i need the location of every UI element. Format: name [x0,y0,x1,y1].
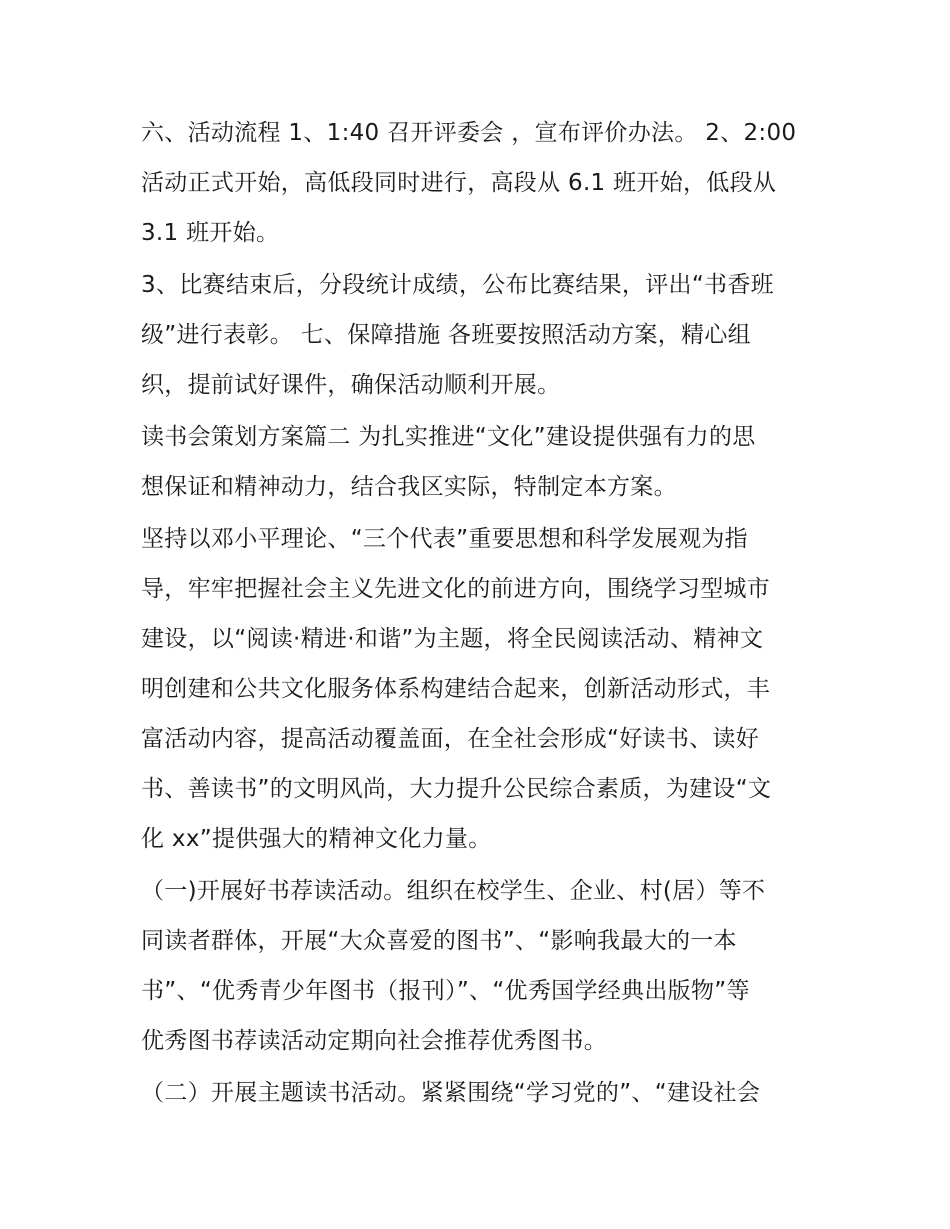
paragraph-results [141,260,821,410]
text-line: 建设，以“阅读·精进·和谐”为主题，将全民阅读活动、精神文 [141,626,764,652]
text-line: 活动正式开始，高低段同时进行，高段从 6.1 班开始，低段从 [141,170,777,196]
text-line: 想保证和精神动力，结合我区实际，特制定本方案。 [141,474,677,500]
paragraph-theme-reading [141,1068,821,1118]
paragraph-guiding-principle [141,514,821,864]
text-line: 化 xx”提供强大的精神文化力量。 [141,826,492,852]
text-line: （二）开展主题读书活动。紧紧围绕“学习党的”、“建设社会 [141,1080,761,1106]
paragraph-book-recommendation [141,866,821,1066]
text-line: 富活动内容，提高活动覆盖面，在全社会形成“好读书、读好 [141,726,760,752]
text-line: 六、活动流程 1、1:40 召开评委会 ，宣布评价办法。 2、2:00 [141,120,797,146]
text-line: 导，牢牢把握社会主义先进文化的前进方向，围绕学习型城市 [141,576,771,602]
text-line: 3、比赛结束后，分段统计成绩，公布比赛结果，评出“书香班 [141,272,774,298]
text-line: 坚持以邓小平理论、“三个代表”重要思想和科学发展观为指 [141,526,748,552]
text-line: 书、善读书”的文明风尚，大力提升公民综合素质，为建设“文 [141,776,772,802]
text-line: 读书会策划方案篇二 为扎实推进“文化”建设提供强有力的思 [141,424,756,450]
text-line: 明创建和公共文化服务体系构建结合起来，创新活动形式，丰 [141,676,771,702]
paragraph-activity-flow [141,108,821,258]
paragraph-plan-two-intro [141,412,821,512]
text-line: 同读者群体，开展“大众喜爱的图书”、“影响我最大的一本 [141,928,737,954]
text-line: 级”进行表彰。 七、保障措施 各班要按照活动方案，精心组 [141,322,751,348]
text-line: 织，提前试好课件，确保活动顺利开展。 [141,372,561,398]
document-body [141,108,821,1120]
text-line: （一)开展好书荐读活动。组织在校学生、企业、村(居）等不 [141,878,766,904]
text-line: 3.1 班开始。 [141,220,280,246]
text-line: 优秀图书荐读活动定期向社会推荐优秀图书。 [141,1028,607,1054]
text-line: 书”、“优秀青少年图书（报刊）”、“优秀国学经典出版物”等 [141,978,750,1004]
